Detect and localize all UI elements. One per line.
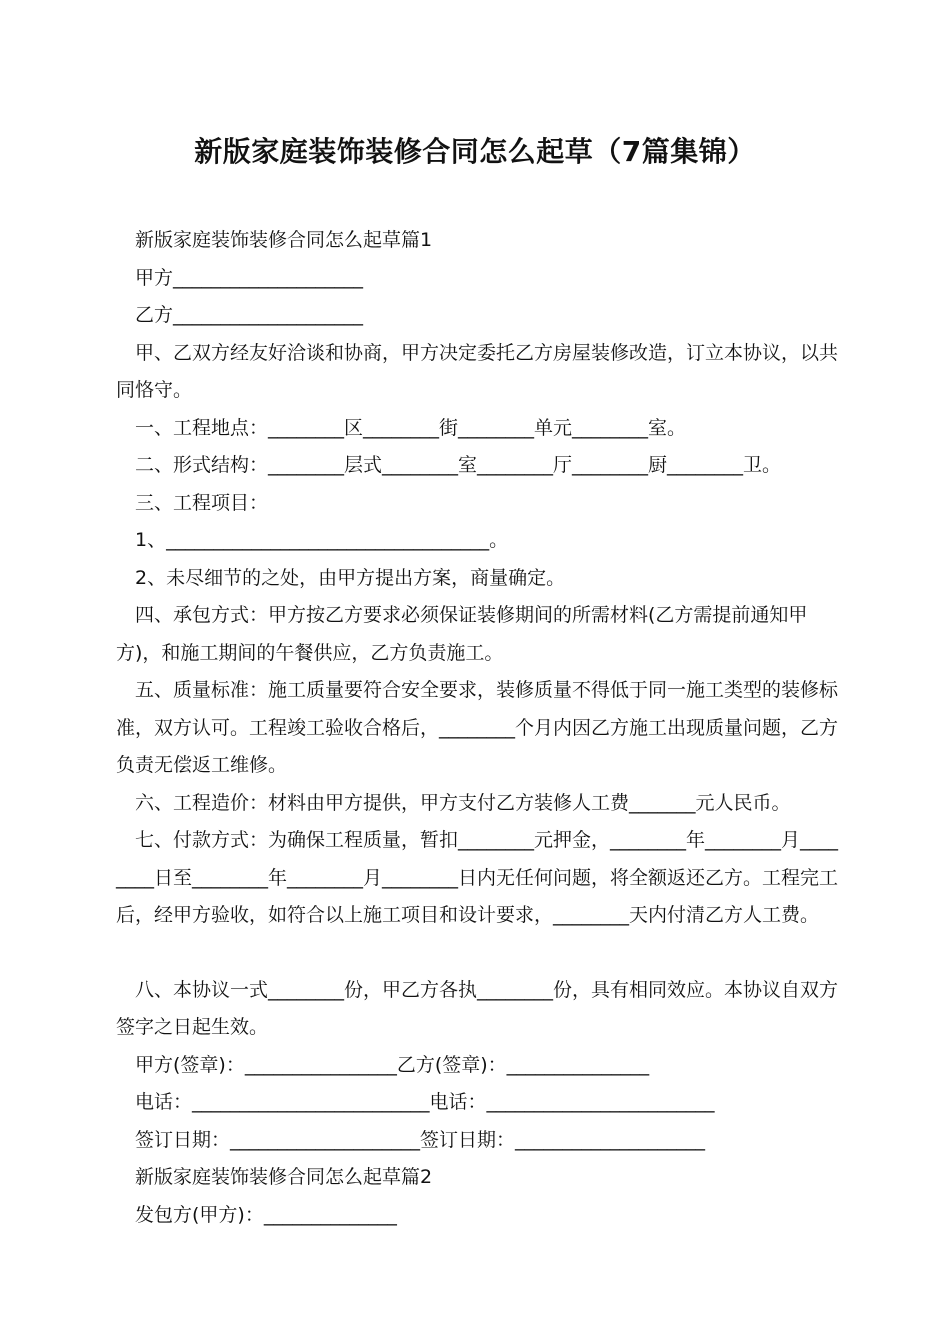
paragraph-spacer (116, 935, 846, 972)
sign-date-line: 签订日期：____________________签订日期：____________________ (135, 1128, 706, 1151)
contractor-party-a-line: 发包方(甲方)：______________ (135, 1203, 397, 1226)
section-heading-2: 新版家庭装饰装修合同怎么起草篇2 (135, 1166, 433, 1188)
document-title: 新版家庭装饰装修合同怎么起草（7篇集锦） (194, 135, 756, 168)
clause-quality-standard: 五、质量标准：施工质量要符合安全要求，装修质量不得低于同一施工类型的装修标准，双方认可。工程竣工验收合格后，________个月内因乙方施工出现质量问题，乙方负责无偿返工维修。 (116, 679, 839, 776)
clause-project-location: 一、工程地点：________区________街________单元________室。 (135, 416, 687, 439)
phone-line: 电话：_________________________电话：________________________ (135, 1091, 715, 1113)
clause-copies-effectiveness: 八、本协议一式________份，甲乙方各执________份，具有相同效应。本协议自双方签字之日起生效。 (116, 978, 839, 1038)
party-a-line: 甲方____________________ (135, 266, 364, 289)
signature-line: 甲方(签章)：________________乙方(签章)：_______________ (135, 1053, 650, 1076)
clause-structure: 二、形式结构：________层式________室________厅________厨________卫。 (135, 454, 782, 476)
section-heading-1: 新版家庭装饰装修合同怎么起草篇1 (135, 229, 433, 251)
clause-payment-method: 七、付款方式：为确保工程质量，暂扣________元押金，________年________月________日至________年________月________日内无任何问题，将全额返还乙方。工程完工后，经甲方验收，如符合以上施工项目和设计要求，________天内付清乙方人工费。 (116, 829, 839, 926)
project-item-2: 2、未尽细节的之处，由甲方提出方案，商量确定。 (135, 566, 566, 589)
clause-project-cost: 六、工程造价：材料由甲方提供，甲方支付乙方装修人工费_______元人民币。 (135, 791, 791, 814)
agreement-intro-paragraph: 甲、乙双方经友好洽谈和协商，甲方决定委托乙方房屋装修改造，订立本协议，以共同恪守。 (116, 341, 839, 401)
project-item-1: 1、__________________________________。 (135, 529, 509, 551)
clause-project-items: 三、工程项目： (135, 491, 269, 514)
party-b-line: 乙方____________________ (135, 304, 364, 326)
document-body (116, 222, 846, 1234)
clause-contract-method: 四、承包方式：甲方按乙方要求必须保证装修期间的所需材料(乙方需提前通知甲方)，和施工期间的午餐供应，乙方负责施工。 (116, 604, 808, 664)
